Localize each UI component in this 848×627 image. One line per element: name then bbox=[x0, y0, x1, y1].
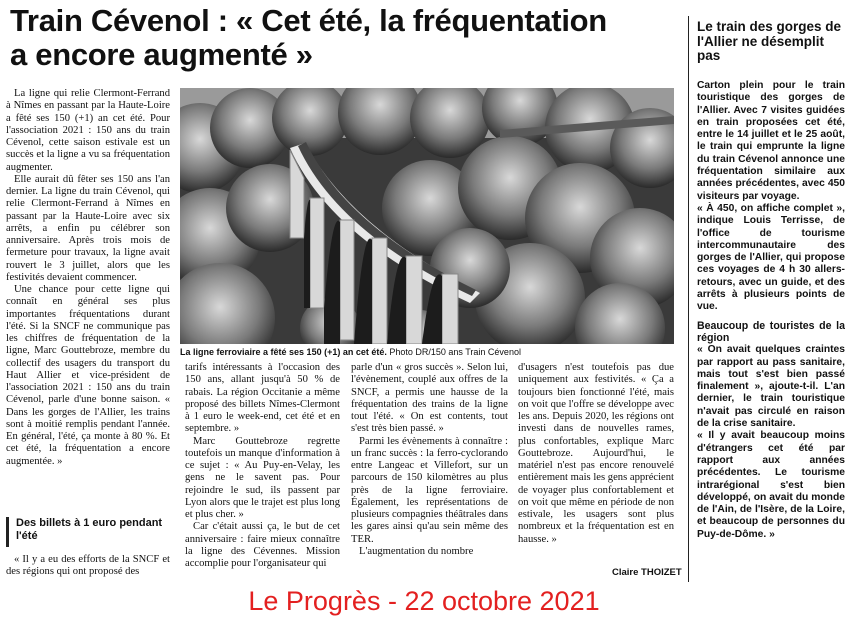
headline bbox=[10, 4, 690, 72]
paragraph: La ligne qui relie Clermont-Ferrand à Nîmes en passant par la Haute-Loire a fêté ses 150 (+1) an cet été. Pour l'association 2021 : 150 ans du train Cévenol, cette saison estivale est un succès et la ligne a vu sa fréquentation augmenter. bbox=[6, 88, 170, 173]
subhead-block bbox=[6, 515, 170, 549]
sidebar-body bbox=[697, 80, 845, 580]
sidebar-paragraph: « À 450, on affiche complet », indique Louis Terrisse, de l'office de tourisme intercommunautaire des gorges de l'Allier, qui propose ces voyages de 4 h 30 allers-retours, avec un guide, et des arrêts à plusieurs points de vue. bbox=[697, 202, 845, 313]
paragraph: Car c'était aussi ça, le but de cet anniversaire : faire mieux connaître la ligne des Cévennes. Mission accomplie pour l'organisateur qui bbox=[185, 521, 340, 569]
source-footer: Le Progrès - 22 octobre 2021 bbox=[248, 586, 600, 616]
viaduct-photo-image bbox=[180, 88, 674, 344]
paragraph: tarifs intéressants à l'occasion des 150 ans, allant jusqu'à 50 % de rabais. La région Occitanie a même proposé des billets Nîmes-Clermont à 1 euro le week-end, cet été et en septembre. » bbox=[185, 362, 340, 435]
article-column-3 bbox=[351, 362, 508, 582]
paragraph: Une chance pour cette ligne qui connaît en général ses plus importantes fréquentations durant l'été. Si la SNCF ne communique pas les chiffres de fréquentation de la ligne, Marc Gouttebroze, membre du collectif des usagers du transport du Haut Allier et vice-président de l'association 2021 : 150 ans du train Cévenol, parle d'une bonne saison. « Dans les gorges de l'Allier, les trains sont à moitié remplis pendant l'année. En général, l'été, ça monte à 80 %. Et cet été, la fréquentation a encore augmentée. » bbox=[6, 284, 170, 467]
headline-line-1: Train Cévenol : « Cet été, la fréquentation bbox=[10, 3, 607, 38]
paragraph: L'augmentation du nombre bbox=[359, 545, 474, 557]
article-column-2 bbox=[185, 362, 340, 582]
paragraph: Elle aurait dû fêter ses 150 ans l'an dernier. La ligne du train Cévenol, qui relie Clermont-Ferrand à Nîmes en passant par la Haute-Loire avec six arrêts, a enfin pu célébrer son anniversaire. Après trois mois de fermeture pour travaux, la ligne avait rouvert le 3 juillet, alors que les festivités devaient commencer. bbox=[6, 173, 170, 283]
article-column-1 bbox=[6, 88, 170, 512]
photo-caption bbox=[180, 346, 680, 358]
sidebar-paragraph: Carton plein pour le train touristique des gorges de l'Allier. Avec 7 visites guidées en train proposées cet été, entre le 14 juillet et le 25 août, le train qui emprunte la ligne du train Cévenol annonce une fréquentation similaire aux années précédentes, avec 450 visiteurs par voyage. bbox=[697, 80, 845, 202]
article-column-4 bbox=[518, 362, 674, 562]
paragraph: parle d'un « gros succès ». Selon lui, l'évènement, couplé aux offres de la SNCF, a permis une hausse de la fréquentation des trains de la ligne tout l'été. « On est contents, tout s'est très bien passé. » bbox=[351, 362, 508, 435]
sidebar-divider bbox=[688, 16, 689, 582]
subhead-bar bbox=[6, 517, 9, 547]
sidebar-paragraph: « Il y avait beaucoup moins d'étrangers cet été par rapport aux années précédentes. Le tourisme intrarégional s'est bien développé, on avait du monde de l'Ain, de l'Isère, de la Loire, et beaucoup de personnes du Puy-de-Dôme. » bbox=[697, 430, 845, 540]
paragraph: Parmi les évènements à connaître : un franc succès : la ferro-cyclorando entre Langeac et Villefort, sur un parcours de 150 kilomètres au plus près de la ligne ferroviaire. Également, les représentations de plusieurs compagnies théâtrales dans les gares ainsi qu'au sein même des TER. bbox=[351, 435, 508, 545]
paragraph: d'usagers n'est toutefois pas due uniquement aux festivités. « Ça a toujours bien fonctionné l'été, mais on voit que l'offre se développe avec les ans. Depuis 2020, les régions ont investi dans de nouvelles rames, plus confortables, explique Marc Gouttebroze. Aujourd'hui, le matériel n'est pas encore renouvelé entièrement mais les gens apprécient de voyager plus confortablement et on voit que même en période de non estivale, les usagers sont plus nombreux et la fréquentation est en hausse. » bbox=[518, 362, 674, 545]
subhead-billets: Des billets à 1 euro pendant l'été bbox=[16, 517, 163, 542]
sidebar-title: Le train des gorges de l'Allier ne désemplit pas bbox=[697, 19, 842, 63]
article-column-1-tail bbox=[6, 554, 170, 580]
headline-line-2: a encore augmenté » bbox=[10, 37, 313, 72]
sidebar-paragraph: « On avait quelques craintes par rapport au pass sanitaire, mais tout s'est bien passé finalement », ajoute-t-il. L'an dernier, le train touristique n'avait pas circulé en raison de la crise sanitaire. bbox=[697, 344, 845, 430]
sidebar-subhead: Beaucoup de touristes de la région bbox=[697, 319, 845, 344]
photo-credit: Photo DR/150 ans Train Cévenol bbox=[389, 347, 521, 357]
viaduct-photo bbox=[180, 88, 674, 344]
author-signature: Claire THOIZET bbox=[612, 567, 682, 578]
paragraph: « Il y a eu des efforts de la SNCF et des régions qui ont proposé des bbox=[6, 554, 170, 578]
paragraph: Marc Gouttebroze regrette toutefois un manque d'information à ce sujet : « Au Puy-en-Velay, les gens ne le savent pas. Pour rejoindre le sud, ils passent par Lyon alors que le trajet est plus long et plus cher. » bbox=[185, 435, 340, 520]
photo-caption-text: La ligne ferroviaire a fêté ses 150 (+1) an cet été. bbox=[180, 347, 387, 357]
